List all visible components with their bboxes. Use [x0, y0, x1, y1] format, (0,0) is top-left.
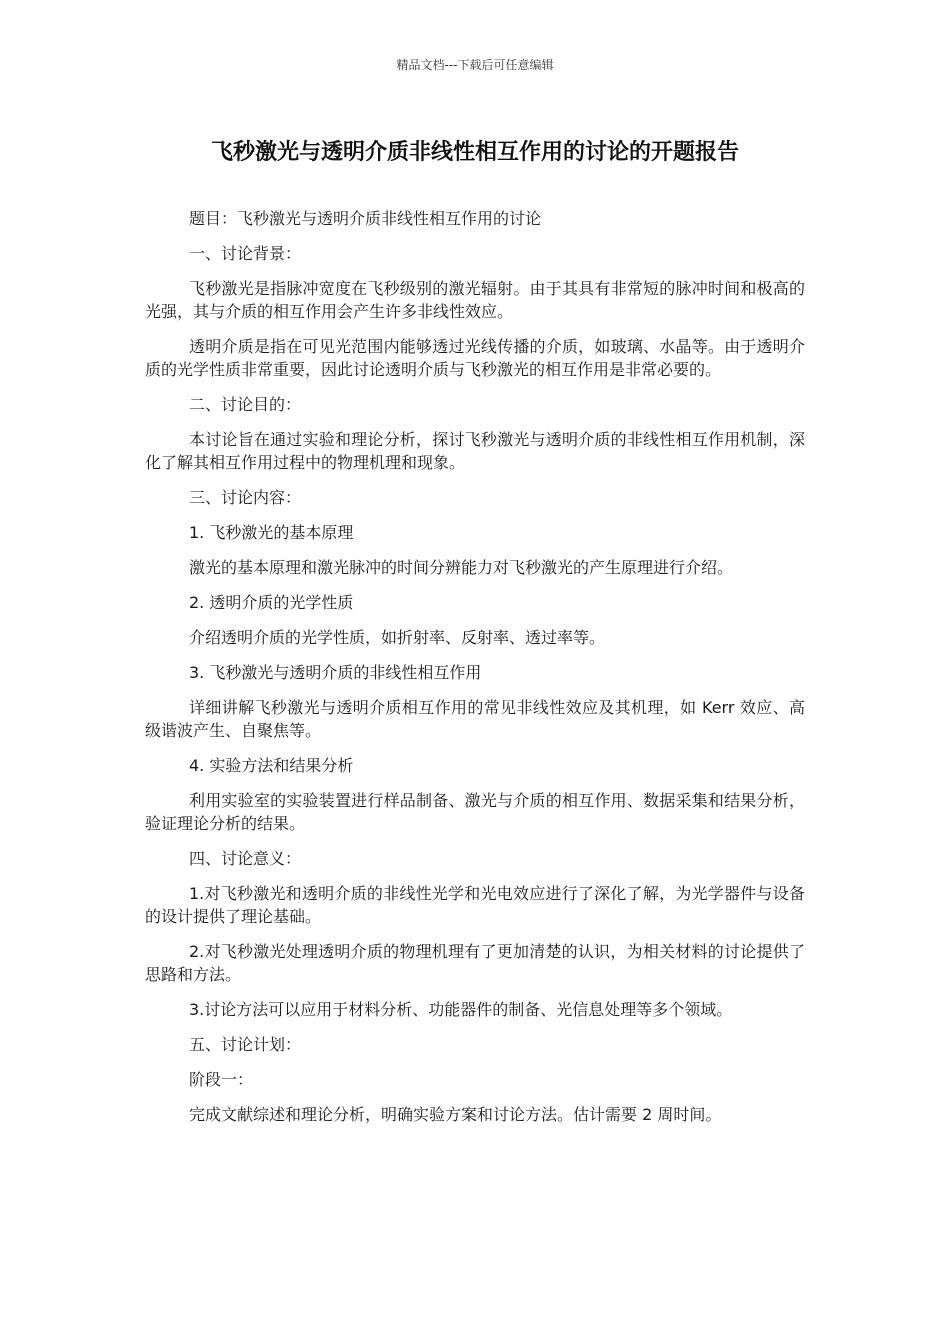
paragraph: 详细讲解飞秒激光与透明介质相互作用的常见非线性效应及其机理，如 Kerr 效应、高级谐波产生、自聚焦等。 [145, 698, 805, 740]
section-heading-plan: 五、讨论计划： [189, 1035, 302, 1054]
subheading: 1. 飞秒激光的基本原理 [189, 523, 354, 542]
subheading: 阶段一： [189, 1070, 254, 1089]
paragraph: 透明介质是指在可见光范围内能够透过光线传播的介质，如玻璃、水晶等。由于透明介质的光学性质非常重要，因此讨论透明介质与飞秒激光的相互作用是非常必要的。 [145, 337, 805, 379]
paragraph: 飞秒激光是指脉冲宽度在飞秒级别的激光辐射。由于其具有非常短的脉冲时间和极高的光强，其与介质的相互作用会产生许多非线性效应。 [145, 279, 805, 321]
document-title: 飞秒激光与透明介质非线性相互作用的讨论的开题报告 [210, 140, 739, 165]
section-heading-content: 三、讨论内容： [189, 488, 302, 507]
paragraph: 介绍透明介质的光学性质，如折射率、反射率、透过率等。 [189, 628, 606, 647]
section-heading-significance: 四、讨论意义： [189, 849, 302, 868]
document-body [145, 207, 805, 1138]
paragraph: 激光的基本原理和激光脉冲的时间分辨能力对飞秒激光的产生原理进行介绍。 [189, 558, 734, 577]
section-heading-purpose: 二、讨论目的： [189, 395, 302, 414]
list-item: 1.对飞秒激光和透明介质的非线性光学和光电效应进行了深化了解，为光学器件与设备的设计提供了理论基础。 [145, 884, 805, 926]
section-heading-background: 一、讨论背景： [189, 244, 302, 263]
subheading: 3. 飞秒激光与透明介质的非线性相互作用 [189, 663, 482, 682]
paragraph: 完成文献综述和理论分析，明确实验方案和讨论方法。估计需要 2 周时间。 [189, 1105, 722, 1124]
subheading: 2. 透明介质的光学性质 [189, 593, 354, 612]
page-header-note: 精品文档---下载后可任意编辑 [396, 58, 554, 72]
paragraph: 利用实验室的实验装置进行样品制备、激光与介质的相互作用、数据采集和结果分析，验证理论分析的结果。 [145, 791, 805, 833]
subheading: 4. 实验方法和结果分析 [189, 756, 354, 775]
list-item: 3.讨论方法可以应用于材料分析、功能器件的制备、光信息处理等多个领域。 [189, 1000, 733, 1019]
list-item: 2.对飞秒激光处理透明介质的物理机理有了更加清楚的认识，为相关材料的讨论提供了思路和方法。 [145, 942, 805, 984]
paragraph: 本讨论旨在通过实验和理论分析，探讨飞秒激光与透明介质的非线性相互作用机制，深化了解其相互作用过程中的物理机理和现象。 [145, 430, 805, 472]
paragraph-topic: 题目：飞秒激光与透明介质非线性相互作用的讨论 [189, 209, 542, 228]
